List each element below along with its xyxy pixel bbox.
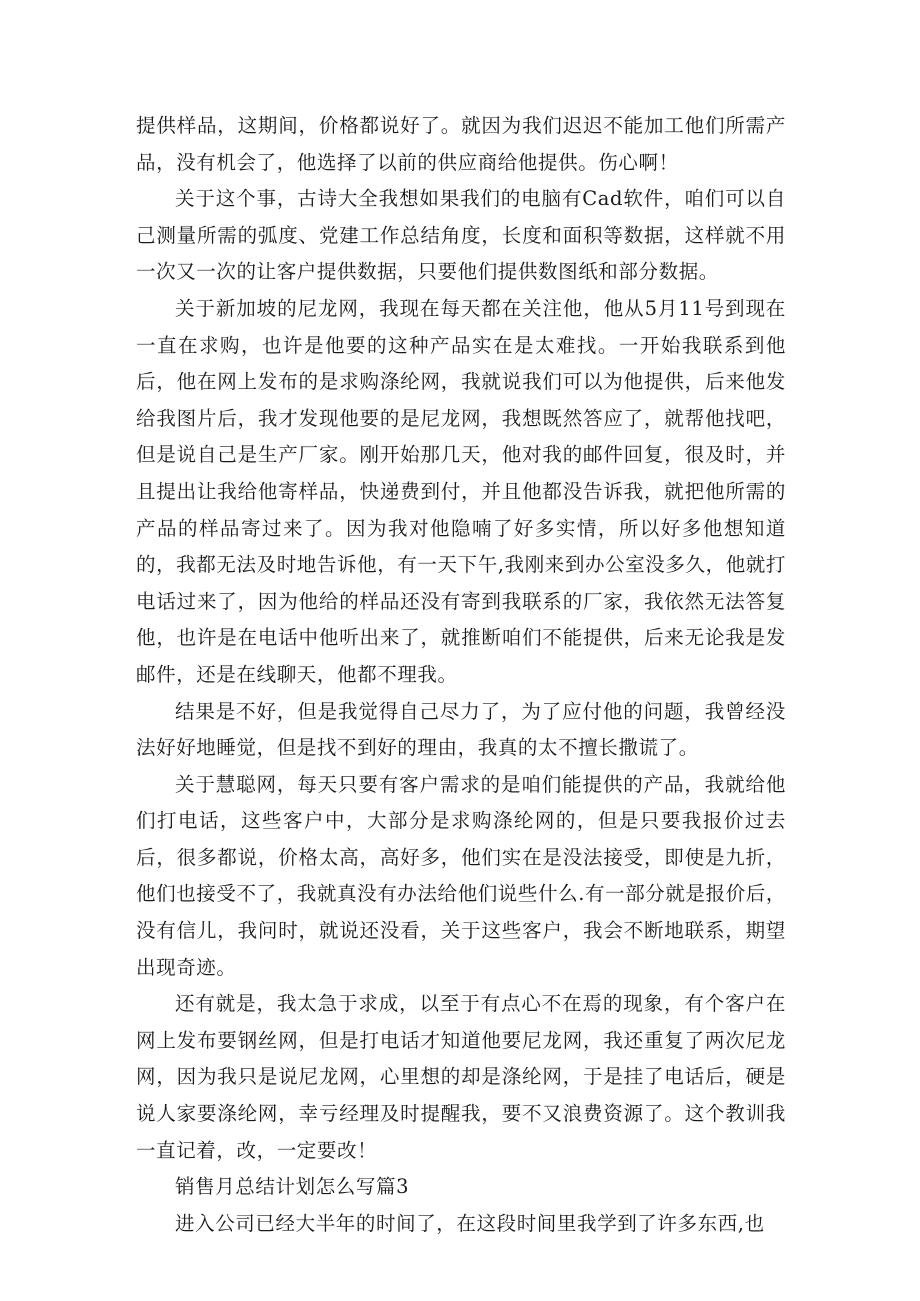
paragraph-2: 关于这个事，古诗大全我想如果我们的电脑有Cad软件，咱们可以自己测量所需的弧度、党建工作总结角度，长度和面积等数据，这样就不用一次又一次的让客户提供数据，只要他们提供数图纸和部分数据。 [136,187,786,284]
paragraph-3: 关于新加坡的尼龙网，我现在每天都在关注他，他从5月11号到现在一直在求购，也许是他要的这种产品实在是太难找。一开始我联系到他后，他在网上发布的是求购涤纶网，我就说我们可以为他提供，后来他发给我图片后，我才发现他要的是尼龙网，我想既然答应了，就帮他找吧，但是说自己是生产厂家。刚开始那几天，他对我的邮件回复，很及时，并且提出让我给他寄样品，快递费到付，并且他都没告诉我，就把他所需的产品的样品寄过来了。因为我对他隐喃了好多实情，所以好多他想知道的，我都无法及时地告诉他，有一天下午,我刚来到办公室没多久，他就打电话过来了，因为他给的样品还没有寄到我联系的厂家，我依然无法答复他，也许是在电话中他听出来了，就推断咱们不能提供，后来无论我是发邮件，还是在线聊天，他都不理我。 [136,296,786,686]
document-page [136,108,786,1242]
paragraph-4: 结果是不好，但是我觉得自己尽力了，为了应付他的问题，我曾经没法好好地睡觉，但是找不到好的理由，我真的太不擅长撒谎了。 [136,699,786,760]
paragraph-1: 提供样品，这期间，价格都说好了。就因为我们迟迟不能加工他们所需产品，没有机会了，他选择了以前的供应商给他提供。伤心啊！ [136,114,786,174]
paragraph-5: 关于慧聪网，每天只要有客户需求的是咱们能提供的产品，我就给他们打电话，这些客户中，大部分是求购涤纶网的，但是只要我报价过去后，很多都说，价格太高，高好多，他们实在是没法接受，即使是九折，他们也接受不了，我就真没有办法给他们说些什么.有一部分就是报价后，没有信儿，我问时，就说还没看，关于这些客户，我会不断地联系，期望出现奇迹。 [136,772,786,979]
paragraph-7: 进入公司已经大半年的时间了，在这段时间里我学到了许多东西,也 [175,1211,765,1235]
section-heading: 销售月总结计划怎么写篇3 [175,1175,410,1199]
paragraph-6: 还有就是，我太急于求成，以至于有点心不在焉的现象，有个客户在网上发布要钢丝网，但是打电话才知道他要尼龙网，我还重复了两次尼龙网，因为我只是说尼龙网，心里想的却是涤纶网，于是挂了电话后，硬是说人家要涤纶网，幸亏经理及时提醒我，要不又浪费资源了。这个教训我一直记着，改，一定要改！ [136,992,786,1162]
